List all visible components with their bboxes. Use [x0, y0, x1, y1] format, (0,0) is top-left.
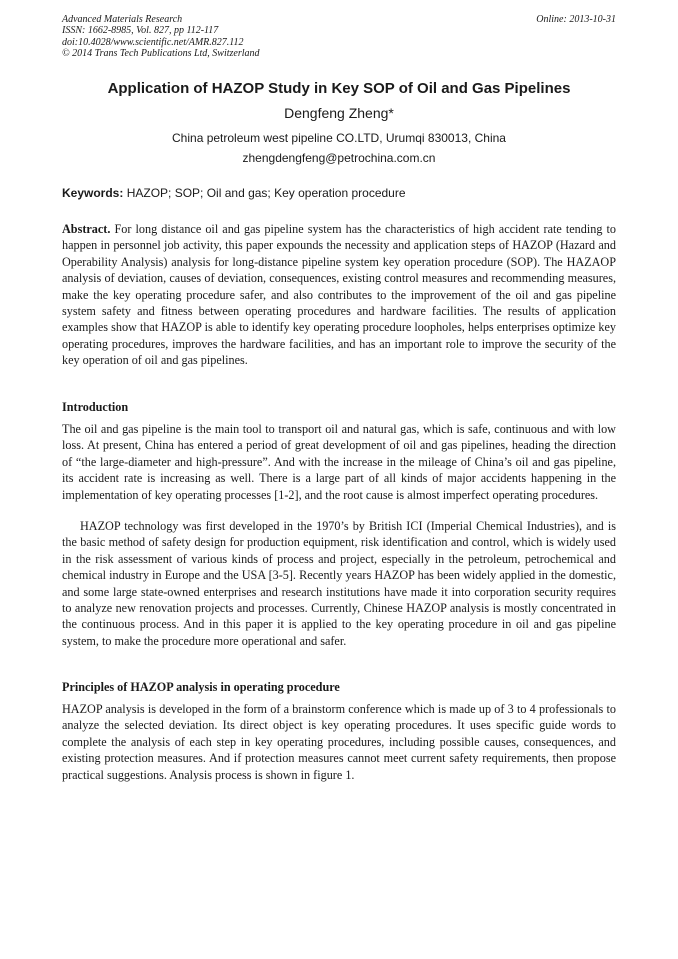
abstract [62, 221, 616, 369]
abstract-text: For long distance oil and gas pipeline system has the characteristics of high accident rate tending to happen in personnel job activity, this paper expounds the necessity and application steps of HAZOP (Hazard and Operability Analysis) analysis for long-distance pipeline system key operation procedure (SOP). The HAZAOP analysis of deviation, causes of deviation, consequences, existing control measures and recommending measures, make the key operating procedure safer, and also contributes to the improvement of the oil and gas pipeline system safety and fitness between operating procedures and hardware facilities. The results of application examples show that HAZOP is able to identify key operating procedure loopholes, helps enterprises optimize key operating procedures, improves the hardware facilities, and has an important role to improve the security of the key operation of oil and gas pipelines. [62, 222, 617, 368]
keywords-text: HAZOP; SOP; Oil and gas; Key operation procedure [126, 186, 406, 200]
issn-line: ISSN: 1662-8985, Vol. 827, pp 112-117 [62, 25, 219, 37]
introduction-paragraph-1: The oil and gas pipeline is the main tool to transport oil and natural gas, which is safe, continuous and with low loss. At present, China has entered a period of great development of oil and gas pipelines, heading the direction of “the large-diameter and high-pressure”. And with the increase in the mileage of China’s oil and gas pipeline, its accident rate is increasing as well. There is a large part of all kinds of major accidents happening in the implementation of key operating processes [1-2], and the root cause is almost imperfect operating procedures. [62, 422, 616, 502]
author-email: zhengdengfeng@petrochina.com.cn [242, 151, 436, 165]
principles-heading: Principles of HAZOP analysis in operating procedure [62, 680, 340, 694]
doi-line: doi:10.4028/www.scientific.net/AMR.827.112 [62, 36, 244, 48]
paper-title: Application of HAZOP Study in Key SOP of Oil and Gas Pipelines [107, 80, 571, 97]
keywords-line [62, 186, 616, 200]
keywords-label: Keywords: [62, 186, 124, 200]
running-header [62, 14, 616, 60]
principles-paragraph-1: HAZOP analysis is developed in the form of a brainstorm conference which is made up of 3 to 4 professionals to analyze the selected deviation. Its direct object is key operating procedures. It uses specific guide words to complete the analysis of each step in key operating procedures, including possible causes, consequences, and existing protection measures. And if protection measures cannot meet current safety requirements, then propose practical suggestions. Analysis process is shown in figure 1. [62, 702, 616, 782]
journal-name: Advanced Materials Research [62, 14, 183, 25]
abstract-label: Abstract. [62, 222, 111, 236]
online-date: Online: 2013-10-31 [536, 14, 616, 25]
author-name: Dengfeng Zheng* [284, 105, 394, 121]
introduction-heading: Introduction [62, 400, 129, 414]
introduction-paragraph-2: HAZOP technology was first developed in the 1970’s by British ICI (Imperial Chemical Industries), and is the basic method of safety design for production equipment, risk identification and control, which is widely used in the risk assessment of various kinds of process and project, especially in the petroleum, petrochemical and chemical industry in Europe and the USA [3-5]. Recently years HAZOP has been widely applied in the domestic, and some large state-owned enterprises and research institutions have made it into corporation security requires to analyze new renovation projects and processes. Currently, Chinese HAZOP analysis is mostly concentrated in the continuous process. And in this paper it is applied to the key operating procedure in oil and gas pipeline system, to make the procedure more operational and safer. [62, 519, 616, 648]
copyright-line: © 2014 Trans Tech Publications Ltd, Switzerland [62, 48, 260, 60]
author-affiliation: China petroleum west pipeline CO.LTD, Urumqi 830013, China [172, 131, 506, 145]
